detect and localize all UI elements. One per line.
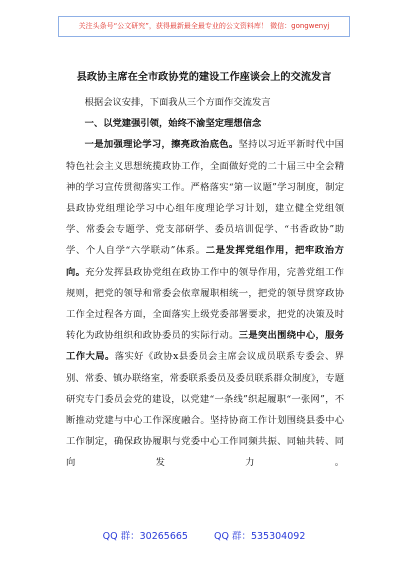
qq-group-1: QQ 群：30265665 [102,531,188,542]
intro-paragraph: 根据会议安排，下面我从三个方面作交流发言 [84,97,271,108]
para1-text: 坚持以习近平新时代中国特色社会主义思想统揽政协工作，全面做好党的二十届三中全会精神的学习宣传贯彻落实工作。严格落实“第一议题”学习制度，制定县政协党组理论学习中心组年度理论学习计划，建立健全党组领学、常委会专题学、党支部研学、委员培训促学、“书香政协”助学、个人自学“六学联动”体系。 [66,139,344,257]
qq-group-2: QQ 群：535304092 [213,531,306,542]
para3-lead: 三是突出围绕中心，服务工作大局。 [66,330,344,363]
document-title: 县政协主席在全市政协党的建设工作座谈会上的交流发言 [76,71,332,83]
document-body [66,92,344,474]
body-paragraph [66,134,344,473]
para2-text: 充分发挥县政协党组在政协工作中的领导作用，完善党组工作规则，把党的领导和常委会依章履职相统一，把党的领导贯穿政协工作全过程各方面，全面落实上级党委部署要求，把党的决策及时转化为政协组织和政协委员的实际行动。 [66,266,344,342]
section-heading: 一、以党建强引领，始终不渝坚定理想信念 [84,118,262,130]
para2-lead: 二是发挥党组作用，把牢政治方向。 [66,245,344,278]
para1-lead: 一是加强理论学习，擦亮政治底色。 [84,139,239,151]
promo-banner: 关注头条号“公文研究”，获得最新最全最专业的公文资料库！ 微信：gongwenyj [58,16,350,37]
footer-contact [0,528,408,542]
para3-text: 落实好《政协x县委员会主席会议成员联系专委会、界别、常委、镇办联络室，常委联系委员及委员联系群众制度》，专题研究专门委员会党的建设，以党建“一条线”织起履职“一张网”，不断推动党建与中心工作深度融合。坚持协商工作计划围绕县委中心工作制定，确保政协履职与党委中心工作同频共振、同轴共转、同向发力。 [66,351,344,469]
